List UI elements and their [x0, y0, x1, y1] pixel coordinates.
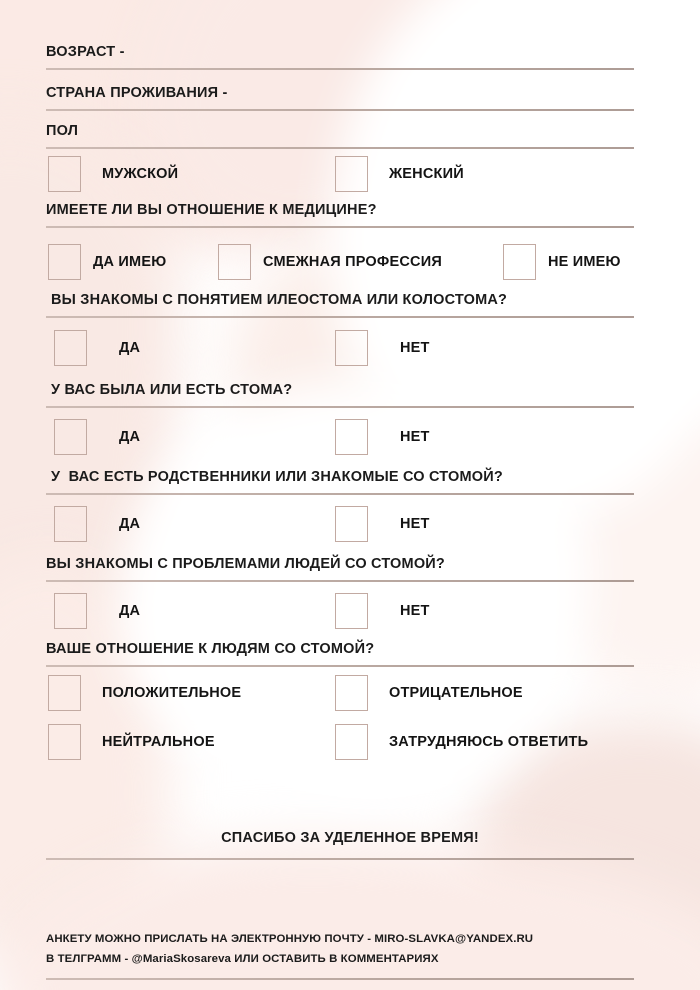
field-age [46, 43, 634, 61]
option-relatives-no[interactable] [335, 504, 430, 544]
option-gender-male[interactable] [48, 154, 178, 194]
divider [46, 147, 634, 149]
checkbox-icon[interactable] [48, 675, 81, 711]
question-text: У ВАС ЕСТЬ РОДСТВЕННИКИ ИЛИ ЗНАКОМЫЕ СО СТОМОЙ? [51, 469, 503, 485]
option-label: ОТРИЦАТЕЛЬНОЕ [389, 685, 523, 701]
gender-option-group [46, 154, 646, 194]
divider [46, 406, 634, 408]
option-attitude-neutral[interactable] [48, 722, 215, 762]
question-text: ВАШЕ ОТНОШЕНИЕ К ЛЮДЯМ СО СТОМОЙ? [46, 641, 375, 657]
question-medicine [46, 201, 634, 219]
checkbox-icon[interactable] [335, 156, 368, 192]
option-label: НЕТ [400, 340, 430, 356]
question-text: У ВАС БЫЛА ИЛИ ЕСТЬ СТОМА? [51, 382, 293, 398]
checkbox-icon[interactable] [54, 506, 87, 542]
question-attitude [46, 640, 634, 658]
checkbox-icon[interactable] [54, 419, 87, 455]
question-text: ВЫ ЗНАКОМЫ С ПРОБЛЕМАМИ ЛЮДЕЙ СО СТОМОЙ? [46, 556, 445, 572]
divider [46, 580, 634, 582]
checkbox-icon[interactable] [335, 724, 368, 760]
option-label: ПОЛОЖИТЕЛЬНОЕ [102, 685, 242, 701]
option-aware-problems-yes[interactable] [54, 591, 140, 631]
option-label: МУЖСКОЙ [102, 166, 179, 182]
option-aware-problems-no[interactable] [335, 591, 430, 631]
option-have-stoma-yes[interactable] [54, 417, 140, 457]
telegram-handle[interactable]: @MariaSkosareva [131, 953, 231, 965]
divider [46, 316, 634, 318]
option-have-stoma-no[interactable] [335, 417, 430, 457]
field-age-label: ВОЗРАСТ - [46, 44, 125, 60]
divider [46, 665, 634, 667]
option-medicine-no[interactable] [503, 242, 621, 282]
option-label: ДА ИМЕЮ [93, 254, 167, 270]
option-gender-female[interactable] [335, 154, 464, 194]
attitude-option-group-row1 [46, 673, 646, 713]
divider [46, 68, 634, 70]
option-medicine-yes[interactable] [48, 242, 166, 282]
option-label: ДА [119, 603, 141, 619]
question-text: ВЫ ЗНАКОМЫ С ПОНЯТИЕМ ИЛЕОСТОМА ИЛИ КОЛОСТОМА? [51, 292, 508, 308]
question-relatives-stoma [51, 468, 639, 486]
question-aware-problems [46, 555, 634, 573]
option-label: ДА [119, 516, 141, 532]
option-label: НЕТ [400, 516, 430, 532]
checkbox-icon[interactable] [48, 244, 81, 280]
divider [46, 226, 634, 228]
divider [46, 858, 634, 860]
checkbox-icon[interactable] [503, 244, 536, 280]
divider [46, 493, 634, 495]
checkbox-icon[interactable] [48, 724, 81, 760]
field-gender-label: ПОЛ [46, 123, 79, 139]
divider [46, 978, 634, 980]
attitude-option-group-row2 [46, 722, 646, 762]
checkbox-icon[interactable] [335, 593, 368, 629]
option-stoma-concept-yes[interactable] [54, 328, 140, 368]
option-stoma-concept-no[interactable] [335, 328, 430, 368]
field-gender [46, 122, 634, 140]
option-attitude-negative[interactable] [335, 673, 523, 713]
thank-you-message: СПАСИБО ЗА УДЕЛЕННОЕ ВРЕМЯ! [221, 830, 479, 846]
checkbox-icon[interactable] [218, 244, 251, 280]
footer-telegram-suffix: ИЛИ ОСТАВИТЬ В КОММЕНТАРИЯХ [231, 953, 439, 965]
option-label: ЗАТРУДНЯЮСЬ ОТВЕТИТЬ [389, 734, 589, 750]
option-relatives-yes[interactable] [54, 504, 140, 544]
checkbox-icon[interactable] [335, 675, 368, 711]
field-country [46, 84, 634, 102]
option-label: ДА [119, 340, 141, 356]
question-stoma-concept [51, 291, 639, 309]
divider [46, 109, 634, 111]
option-attitude-unsure[interactable] [335, 722, 588, 762]
option-label: ДА [119, 429, 141, 445]
aware-problems-option-group [46, 591, 646, 631]
option-label: НЕЙТРАЛЬНОЕ [102, 734, 215, 750]
option-attitude-positive[interactable] [48, 673, 241, 713]
checkbox-icon[interactable] [54, 330, 87, 366]
checkbox-icon[interactable] [48, 156, 81, 192]
footer-email-line: АНКЕТУ МОЖНО ПРИСЛАТЬ НА ЭЛЕКТРОННУЮ ПОЧТУ - MIRO-SLAVKA@YANDEX.RU [46, 933, 534, 945]
option-label: НЕТ [400, 603, 430, 619]
checkbox-icon[interactable] [54, 593, 87, 629]
have-stoma-option-group [46, 417, 646, 457]
medicine-option-group [46, 242, 646, 282]
option-label: НЕТ [400, 429, 430, 445]
option-medicine-related[interactable] [218, 242, 442, 282]
field-country-label: СТРАНА ПРОЖИВАНИЯ - [46, 85, 228, 101]
checkbox-icon[interactable] [335, 330, 368, 366]
footer-telegram-line [46, 953, 634, 965]
checkbox-icon[interactable] [335, 419, 368, 455]
footer-telegram-prefix: В ТЕЛГРАММ - [46, 953, 132, 965]
stoma-concept-option-group [46, 328, 646, 368]
relatives-option-group [46, 504, 646, 544]
checkbox-icon[interactable] [335, 506, 368, 542]
question-text: ИМЕЕТЕ ЛИ ВЫ ОТНОШЕНИЕ К МЕДИЦИНЕ? [46, 202, 377, 218]
option-label: ЖЕНСКИЙ [389, 166, 464, 182]
question-have-stoma [51, 381, 639, 399]
option-label: СМЕЖНАЯ ПРОФЕССИЯ [263, 254, 442, 270]
option-label: НЕ ИМЕЮ [548, 254, 621, 270]
